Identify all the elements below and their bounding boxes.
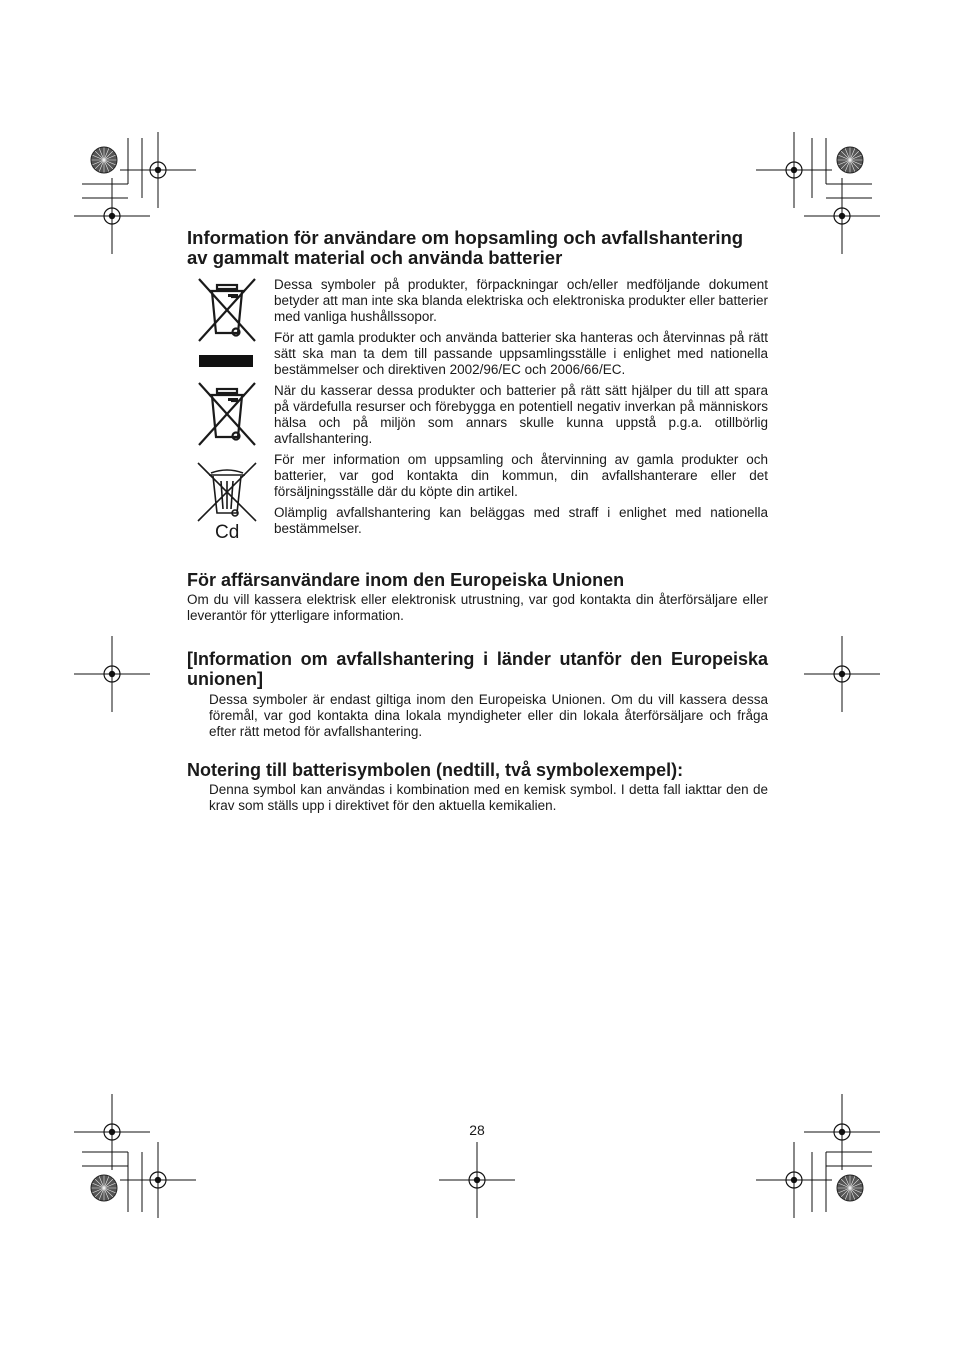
crossed-out-wheeled-bin-icon xyxy=(195,381,259,447)
page-content xyxy=(187,228,768,814)
crossed-out-wheeled-bin-battery-icon xyxy=(195,461,259,523)
crossed-out-wheeled-bin-icon xyxy=(195,277,259,343)
section-heading-outside-eu: [Information om avfallshantering i länder utanför den Europeiska unionen] xyxy=(187,649,768,689)
paragraph: För att gamla produkter och använda batterier ska hanteras och återvinnas på rätt sätt ska man ta dem till passande uppsamlingsställe i enlighet med nationella bestämmelser och direktiven 2002/96/EC och 2006/66/EC. xyxy=(274,330,768,377)
symbol-column xyxy=(195,277,265,543)
main-heading: Information för användare om hopsamling och avfallshantering av gammalt material och använda batterier xyxy=(187,227,744,268)
section-text-outside-eu: Dessa symboler är endast giltiga inom den Europeiska Unionen. Om du vill kassera dessa föremål, var god kontakta dina lokala myndigheter eller din lokala återförsäljare och fråga efter rätt metod för avfallshantering. xyxy=(209,692,768,739)
section-heading-business-users: För affärsanvändare inom den Europeiska Unionen xyxy=(187,570,625,590)
paragraph: Dessa symboler på produkter, förpackningar och/eller medföljande dokument betyder att man inte ska blanda elektriska och elektroniska produkter eller batterier med vanliga hushållssopor. xyxy=(274,277,768,324)
symbols-description xyxy=(274,277,768,537)
section-heading-battery-note: Notering till batterisymbolen (nedtill, två symbolexempel): xyxy=(187,760,684,780)
symbols-section xyxy=(187,277,768,552)
paragraph: För mer information om uppsamling och återvinning av gamla produkter och batterier, var god kontakta din kommun, din avfallshanterare eller det försäljningsställe där du köpte din artikel. xyxy=(274,452,768,499)
chemical-symbol: Cd xyxy=(215,522,240,543)
page-number: 28 xyxy=(469,1122,485,1138)
section-text-battery-note: Denna symbol kan användas i kombination med en kemisk symbol. I detta fall iakttar den de krav som ställs upp i direktivet för den aktuella kemikalien. xyxy=(209,782,768,813)
section-text-business-users: Om du vill kassera elektrisk eller elektronisk utrustning, var god kontakta din återförsäljare eller leverantör för ytterligare information. xyxy=(187,592,768,623)
paragraph: När du kasserar dessa produkter och batterier på rätt sätt hjälper du till att spara på värdefulla resurser och förebygga en potentiell negativ inverkan på människors hälsa och på miljön som annars skulle kunna uppstå p.g.a. otillbörlig avfallshantering. xyxy=(274,383,768,446)
solid-bar xyxy=(199,355,253,367)
paragraph: Olämplig avfallshantering kan beläggas med straff i enlighet med nationella bestämmelser. xyxy=(274,505,768,536)
